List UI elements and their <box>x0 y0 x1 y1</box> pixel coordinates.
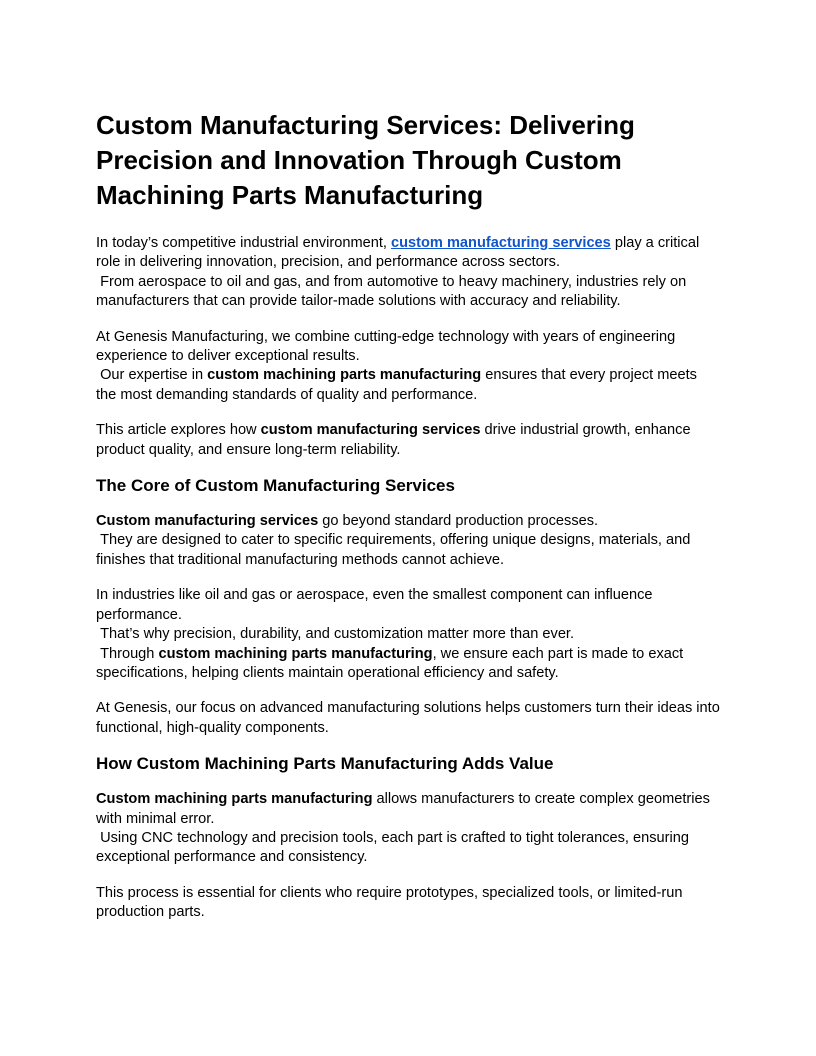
article-title: Custom Manufacturing Services: Delivering Precision and Innovation Through Custom Machining Parts Manufacturing <box>96 110 635 210</box>
document-page <box>96 108 720 939</box>
section1-p1-bold: Custom manufacturing services <box>96 513 319 530</box>
intro-p1-text-a: In today’s competitive industrial environment, <box>96 235 391 251</box>
section1-p2-text-c: Through <box>96 645 159 662</box>
intro-p2-text-b: Our expertise in <box>96 367 208 384</box>
intro-paragraph-2 <box>96 328 720 406</box>
section2-p1-text-b: Using CNC technology and precision tools, each part is crafted to tight tolerances, ensuring exceptional performance and consistency. <box>96 829 694 866</box>
section1-p2-line-c <box>96 645 720 684</box>
intro-p2-text-a: At Genesis Manufacturing, we combine cutting-edge technology with years of engineering experience to deliver exceptional results. <box>96 328 680 365</box>
section1-paragraph-1 <box>96 512 720 570</box>
intro-p3-text-a: This article explores how <box>96 422 261 439</box>
section2-p1-text-a: allows manufacturers to create complex geometries with minimal error. <box>96 791 714 827</box>
section2-p1-bold: Custom machining parts manufacturing <box>96 791 373 808</box>
intro-p2-text-c: ensures that every project meets the most demanding standards of quality and performance. <box>96 367 702 403</box>
section1-p2-text-b: That’s why precision, durability, and customization matter more than ever. <box>96 626 575 643</box>
section2-paragraph-1 <box>96 790 720 868</box>
intro-paragraph-3 <box>96 421 720 460</box>
section1-p2-bold: custom machining parts manufacturing <box>158 645 433 662</box>
intro-p2-bold: custom machining parts manufacturing <box>207 367 482 384</box>
section2-p1-line-a <box>96 790 720 829</box>
section1-p1-text-b: They are designed to cater to specific requirements, offering unique designs, materials, and finishes that traditional manufacturing methods cannot achieve. <box>96 532 695 568</box>
section2-paragraph-2: This process is essential for clients who require prototypes, specialized tools, or limited-run production parts. <box>96 884 683 921</box>
intro-p1-text-c: From aerospace to oil and gas, and from automotive to heavy machinery, industries rely on manufacturers that can provide tailor-made solutions with accuracy and reliability. <box>96 273 691 310</box>
section1-p1-line-a <box>96 512 720 531</box>
section-heading-value: How Custom Machining Parts Manufacturing Adds Value <box>96 754 554 774</box>
section1-p1-text-a: go beyond standard production processes. <box>318 513 599 530</box>
intro-p3-bold: custom manufacturing services <box>260 422 481 439</box>
intro-p1-text-b: play a critical role in delivering innovation, precision, and performance across sectors. <box>96 235 704 271</box>
section1-p2-text-a: In industries like oil and gas or aerospace, even the smallest component can influence performance. <box>96 587 657 623</box>
intro-paragraph-1 <box>96 234 720 312</box>
intro-p2-line-b <box>96 366 720 405</box>
intro-p1-line-a <box>96 234 720 273</box>
section1-paragraph-3: At Genesis, our focus on advanced manufacturing solutions helps customers turn their ideas into functional, high-quality components. <box>96 700 720 736</box>
intro-p3-text-b: drive industrial growth, enhance product quality, and ensure long-term reliability. <box>96 422 691 458</box>
section1-p2-text-d: , we ensure each part is made to exact specifications, helping clients maintain operational efficiency and safety. <box>96 645 688 681</box>
section1-paragraph-2 <box>96 586 720 683</box>
custom-manufacturing-services-link[interactable]: custom manufacturing services <box>391 235 611 251</box>
section-heading-core: The Core of Custom Manufacturing Services <box>96 476 455 496</box>
